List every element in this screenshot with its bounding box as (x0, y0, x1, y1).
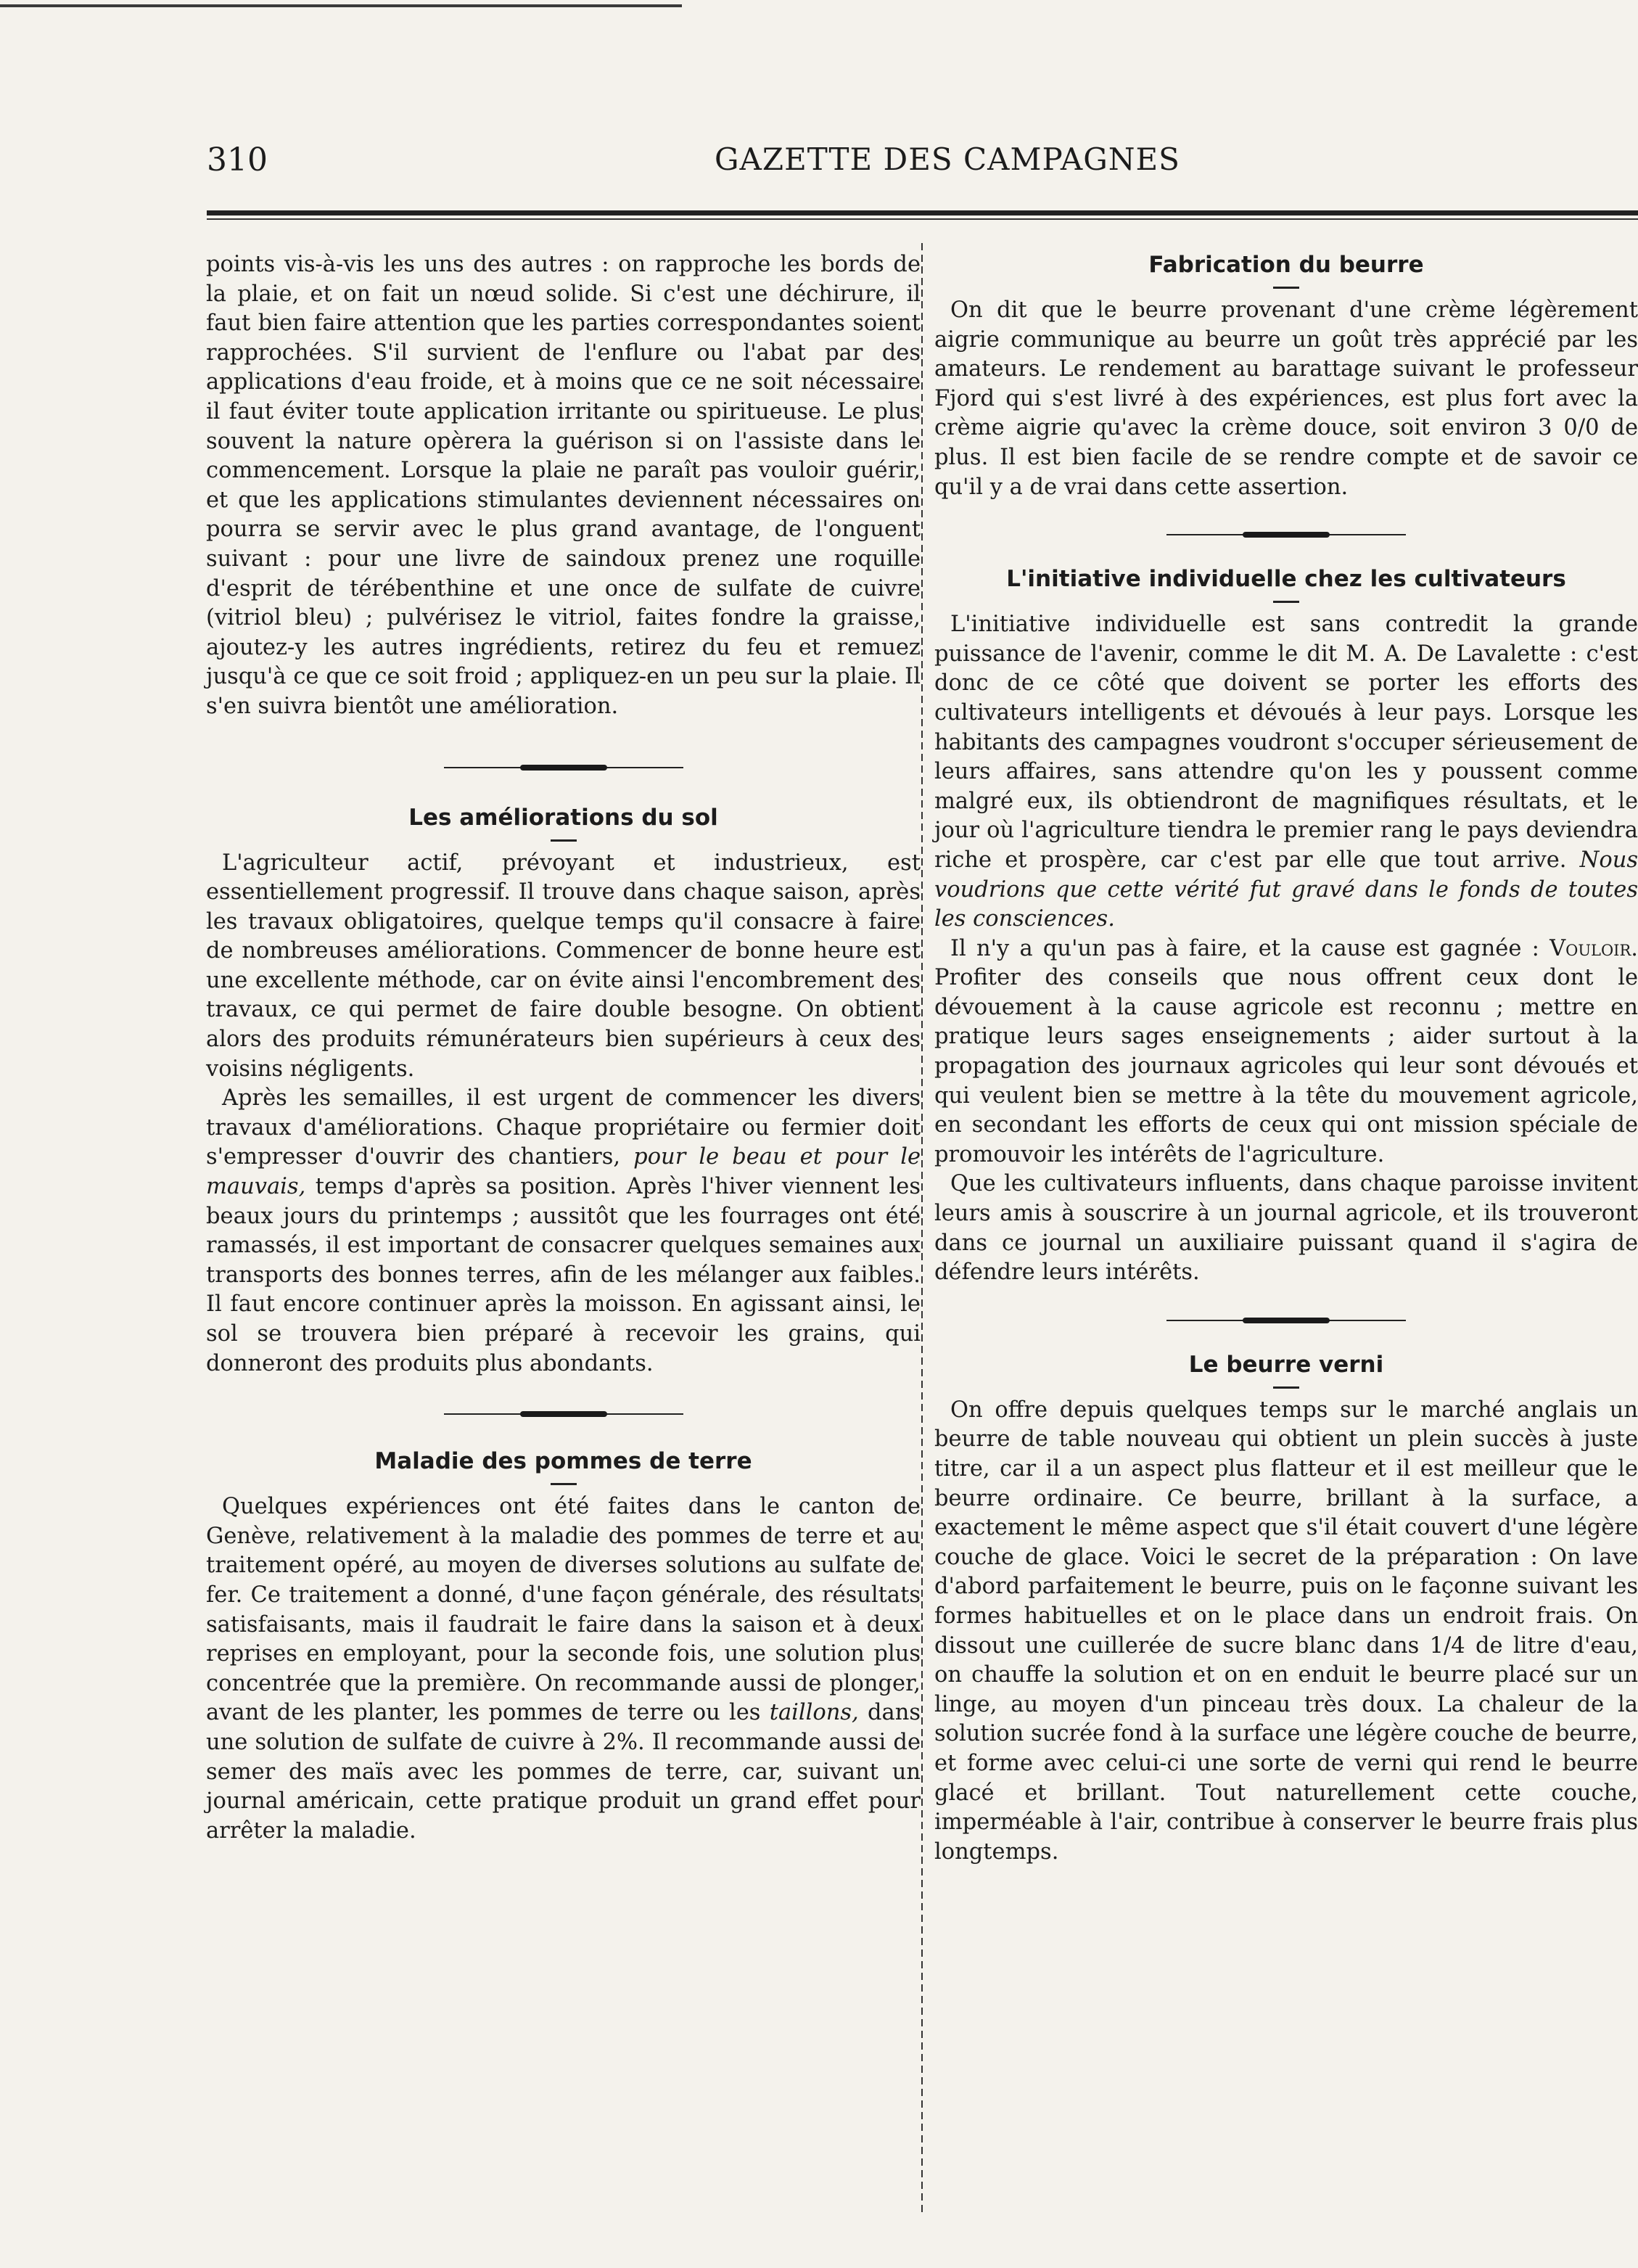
paragraph-fabrication-1: On dit que le beurre provenant d'une crème légèrement aigrie communique au beurre un goût très apprécié par les amateurs. Le rendement au barattage suivant le professeur Fjord qui s'est livré à des expériences, est plus fort avec la crème aigrie qu'avec la crème douce, soit environ 3 0/0 de plus. Il est bien facile de se rendre compte et de savoir ce qu'il y a de vrai dans cette assertion. (934, 297, 1638, 500)
page-number: 310 (207, 141, 268, 178)
header-rule-thin (207, 218, 1638, 220)
section-title-maladie: Maladie des pommes de terre (374, 1448, 752, 1475)
left-column (206, 250, 921, 1846)
column-divider (921, 243, 923, 2216)
title-dash (1273, 601, 1299, 603)
article-continuation: points vis-à-vis les uns des autres : on rapproche les bords de la plaie, et on fait un nœud solide. Si c'est une déchirure, il faut bien faire attention que les parties correspondantes soient rapprochées. S'il survient de l'enflure ou l'abat par des applications d'eau froide, et à moins que ce ne soit nécessaire il faut éviter toute application irritante ou spiritueuse. Le plus souvent la nature opèrera la guérison si on l'assiste dans le commencement. Lorsque la plaie ne paraît pas vouloir guérir, et que les applications stimulantes deviennent nécessaires on pourra se servir avec le plus grand avantage, de l'onguent suivant : pour une livre de saindoux prenez une roquille d'esprit de térébenthine et une once de sulfate de cuivre (vitriol bleu) ; pulvérisez le vitriol, faites fondre la graisse, ajoutez-y les autres ingrédients, retirez du feu et remuez jusqu'à ce que ce soit froid ; appliquez-en un peu sur la plaie. Il s'en suivra bientôt une amélioration. (206, 252, 921, 719)
title-dash (1273, 1386, 1299, 1389)
section-title-beurre-verni: Le beurre verni (1188, 1351, 1384, 1378)
section-ornament (934, 1299, 1638, 1343)
paragraph-initiative-1: L'initiative individuelle est sans contredit la grande puissance de l'avenir, comme le dit M. A. De Lavalette : c'est donc de ce côté que doivent se porter les efforts des cultivateurs intelligents et dévoués à leur pays. Lorsque les habitants des campagnes voudront s'occuper sérieusement de leurs affaires, sans attendre qu'on les y poussent comme malgré eux, ils obtiendront de magnifiques résultats, et le jour où l'agriculture tiendra le premier rang le pays deviendra riche et prospère, car c'est par elle que tout arrive. Nous voudrions que cette vérité fut gravé dans le fonds de toutes les consciences. (934, 612, 1638, 932)
header-rule-thick (207, 210, 1638, 215)
right-column (934, 250, 1638, 1867)
title-dash (551, 1483, 577, 1485)
paragraph-ameliorations-2: Après les semailles, il est urgent de commencer les divers travaux d'améliorations. Chaque propriétaire ou fermier doit s'empresser d'ouvrir des chantiers, pour le beau et pour le mauvais, temps d'après sa position. Après l'hiver viennent les beaux jours du printemps ; aussitôt que les fourrages ont été ramassés, il est important de consacrer quelques semaines aux transports des bonnes terres, afin de les mélanger aux faibles. Il faut encore continuer après la moisson. En agissant ainsi, le sol se trouvera bien préparé à recevoir les grains, qui donneront des produits plus abondants. (206, 1085, 921, 1376)
page-header (207, 141, 1638, 185)
paragraph-beurre-verni-1: On offre depuis quelques temps sur le marché anglais un beurre de table nouveau qui obtient un plein succès à juste titre, car il a un aspect plus flatteur et il est meilleur que le beurre ordinaire. Ce beurre, brillant à la surface, a exactement le même aspect que s'il était couvert d'une légère couche de glace. Voici le secret de la préparation : On lave d'abord parfaitement le beurre, puis on le façonne suivant les formes habituelles et on le place dans un endroit frais. On dissout une cuillerée de sucre blanc dans 1/4 de litre d'eau, on chauffe la solution et on en enduit le beurre placé sur un linge, au moyen d'un pinceau très doux. La chaleur de la solution sucrée fond à la surface une légère couche de beurre, et forme avec celui-ci une sorte de verni qui rend le beurre glacé et brillant. Tout naturellement cette couche, imperméable à l'air, contribue à conserver le beurre frais plus longtemps. (934, 1397, 1638, 1865)
paragraph-maladie-1: Quelques expériences ont été faites dans le canton de Genève, relativement à la maladie des pommes de terre et au traitement opéré, au moyen de diverses solutions au sulfate de fer. Ce traitement a donné, d'une façon générale, des résultats satisfaisants, mais il faudrait le faire dans la saison et à deux reprises en employant, pour la seconde fois, une solution plus concentrée que la première. On recommande aussi de plonger, avant de les planter, les pommes de terre ou les taillons, dans une solution de sulfate de cuivre à 2%. Il recommande aussi de semer des maïs avec les pommes de terre, car, suivant un journal américain, cette pratique produit un grand effet pour arrêter la maladie. (206, 1494, 921, 1844)
paragraph-initiative-2: Il n'y a qu'un pas à faire, et la cause est gagnée : Vouloir. Profiter des conseils que nous offrent ceux dont le dévouement à la cause agricole est reconnu ; mettre en pratique leurs sages enseignements ; aider surtout à la propagation des journaux agricoles qui leur sont dévoués et qui veulent bien se mettre à la tête du mouvement agricole, en secondant les efforts de ceux qui ont mission spéciale de promouvoir les intérêts de l'agriculture. (934, 935, 1638, 1167)
paragraph-initiative-3: Que les cultivateurs influents, dans chaque paroisse invitent leurs amis à souscrire à un journal agricole, et ils trouveront dans ce journal un auxiliaire puissant quand il s'agira de défendre leurs intérêts. (934, 1171, 1638, 1286)
section-ornament (206, 1393, 921, 1437)
section-ornament (206, 747, 921, 790)
running-title: GAZETTE DES CAMPAGNES (715, 141, 1180, 177)
paragraph-ameliorations-1: L'agriculteur actif, prévoyant et industrieux, est essentiellement progressif. Il trouve dans chaque saison, après les travaux obligatoires, quelque temps qu'il consacre à faire de nombreuses améliorations. Commencer de bonne heure est une excellente méthode, car on évite ainsi l'encombrement des travaux, ce qui permet de faire double besogne. On obtient alors des produits rémunérateurs bien supérieurs à ceux des voisins négligents. (206, 850, 921, 1082)
section-title-fabrication: Fabrication du beurre (1148, 252, 1424, 278)
title-dash (1273, 287, 1299, 289)
top-edge-rule (0, 4, 682, 7)
section-title-initiative: L'initiative individuelle chez les cultivateurs (1006, 566, 1566, 593)
title-dash (551, 839, 577, 842)
section-title-ameliorations: Les améliorations du sol (408, 804, 718, 831)
section-ornament (934, 514, 1638, 557)
